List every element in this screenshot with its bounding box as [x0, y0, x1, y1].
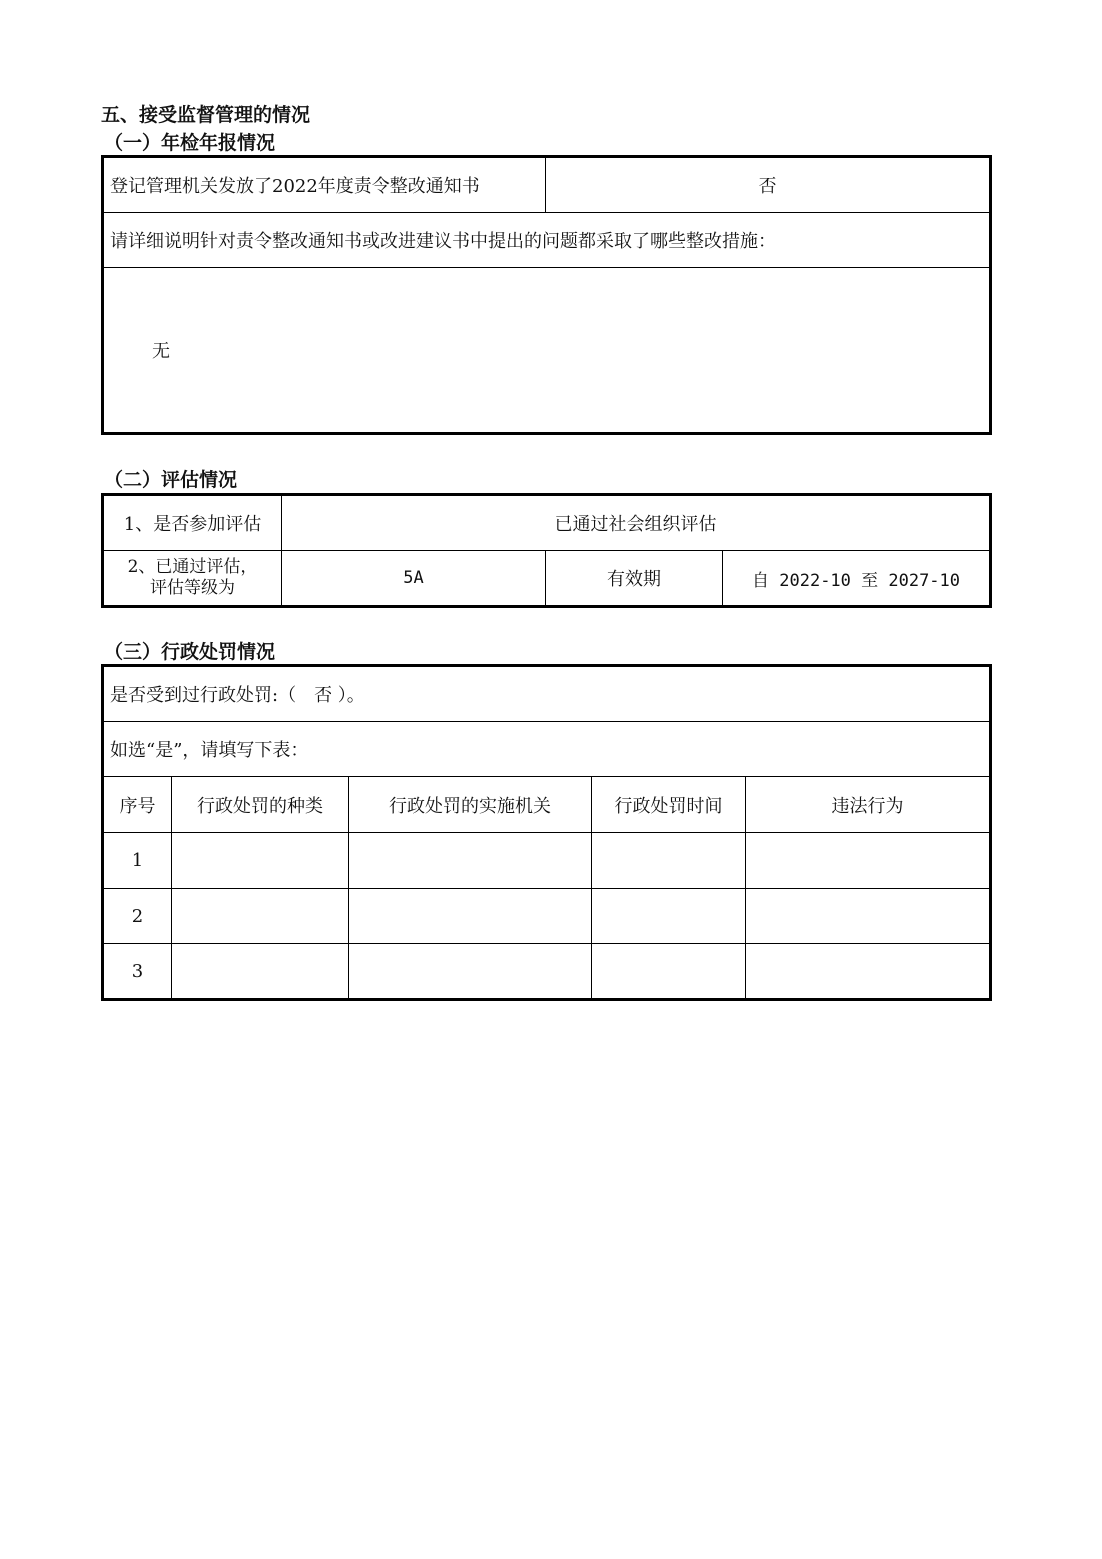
measures-prompt-cell: 请详细说明针对责令整改通知书或改进建议书中提出的问题都采取了哪些整改措施： [103, 213, 991, 268]
row-no: 3 [103, 944, 172, 1000]
penalty-header-row [103, 777, 991, 833]
penalty-fill-instruction: 如选“是”，请填写下表： [103, 722, 991, 777]
row-authority [349, 944, 592, 1000]
col-header-act: 违法行为 [746, 777, 991, 833]
row-type [172, 889, 349, 944]
eval-q2-label-line1: 2、已通过评估， [127, 557, 258, 577]
section-title: 五、接受监督管理的情况 [101, 104, 311, 126]
row-act [746, 833, 991, 889]
row-time [592, 833, 746, 889]
subsection-title-evaluation: （二）评估情况 [104, 469, 238, 491]
eval-q1-label: 1、是否参加评估 [103, 495, 282, 551]
eval-grade: 5A [282, 551, 546, 607]
evaluation-table [101, 493, 992, 608]
annual-check-table [101, 155, 992, 435]
row-time [592, 889, 746, 944]
row-authority [349, 833, 592, 889]
table-row [103, 944, 991, 1000]
row-act [746, 944, 991, 1000]
measures-value-cell: 无 [103, 268, 991, 434]
row-act [746, 889, 991, 944]
col-header-no: 序号 [103, 777, 172, 833]
notice-value-cell: 否 [546, 157, 991, 213]
subsection-title-annual-check: （一）年检年报情况 [104, 132, 276, 154]
col-header-authority: 行政处罚的实施机关 [349, 777, 592, 833]
col-header-type: 行政处罚的种类 [172, 777, 349, 833]
eval-q2-label [103, 551, 282, 607]
row-type [172, 833, 349, 889]
row-no: 1 [103, 833, 172, 889]
col-header-time: 行政处罚时间 [592, 777, 746, 833]
penalty-table [101, 664, 992, 1001]
eval-q2-label-line2: 评估等级为 [150, 578, 235, 598]
row-authority [349, 889, 592, 944]
eval-q1-value: 已通过社会组织评估 [282, 495, 991, 551]
row-type [172, 944, 349, 1000]
eval-validity-value: 自 2022-10 至 2027-10 [723, 551, 991, 607]
table-row [103, 889, 991, 944]
subsection-title-penalty: （三）行政处罚情况 [104, 641, 276, 663]
row-no: 2 [103, 889, 172, 944]
penalty-received-question: 是否受到过行政处罚:（ 否 ）。 [103, 666, 991, 722]
notice-label-cell: 登记管理机关发放了2022年度责令整改通知书 [103, 157, 546, 213]
eval-validity-label: 有效期 [546, 551, 723, 607]
table-row [103, 833, 991, 889]
row-time [592, 944, 746, 1000]
